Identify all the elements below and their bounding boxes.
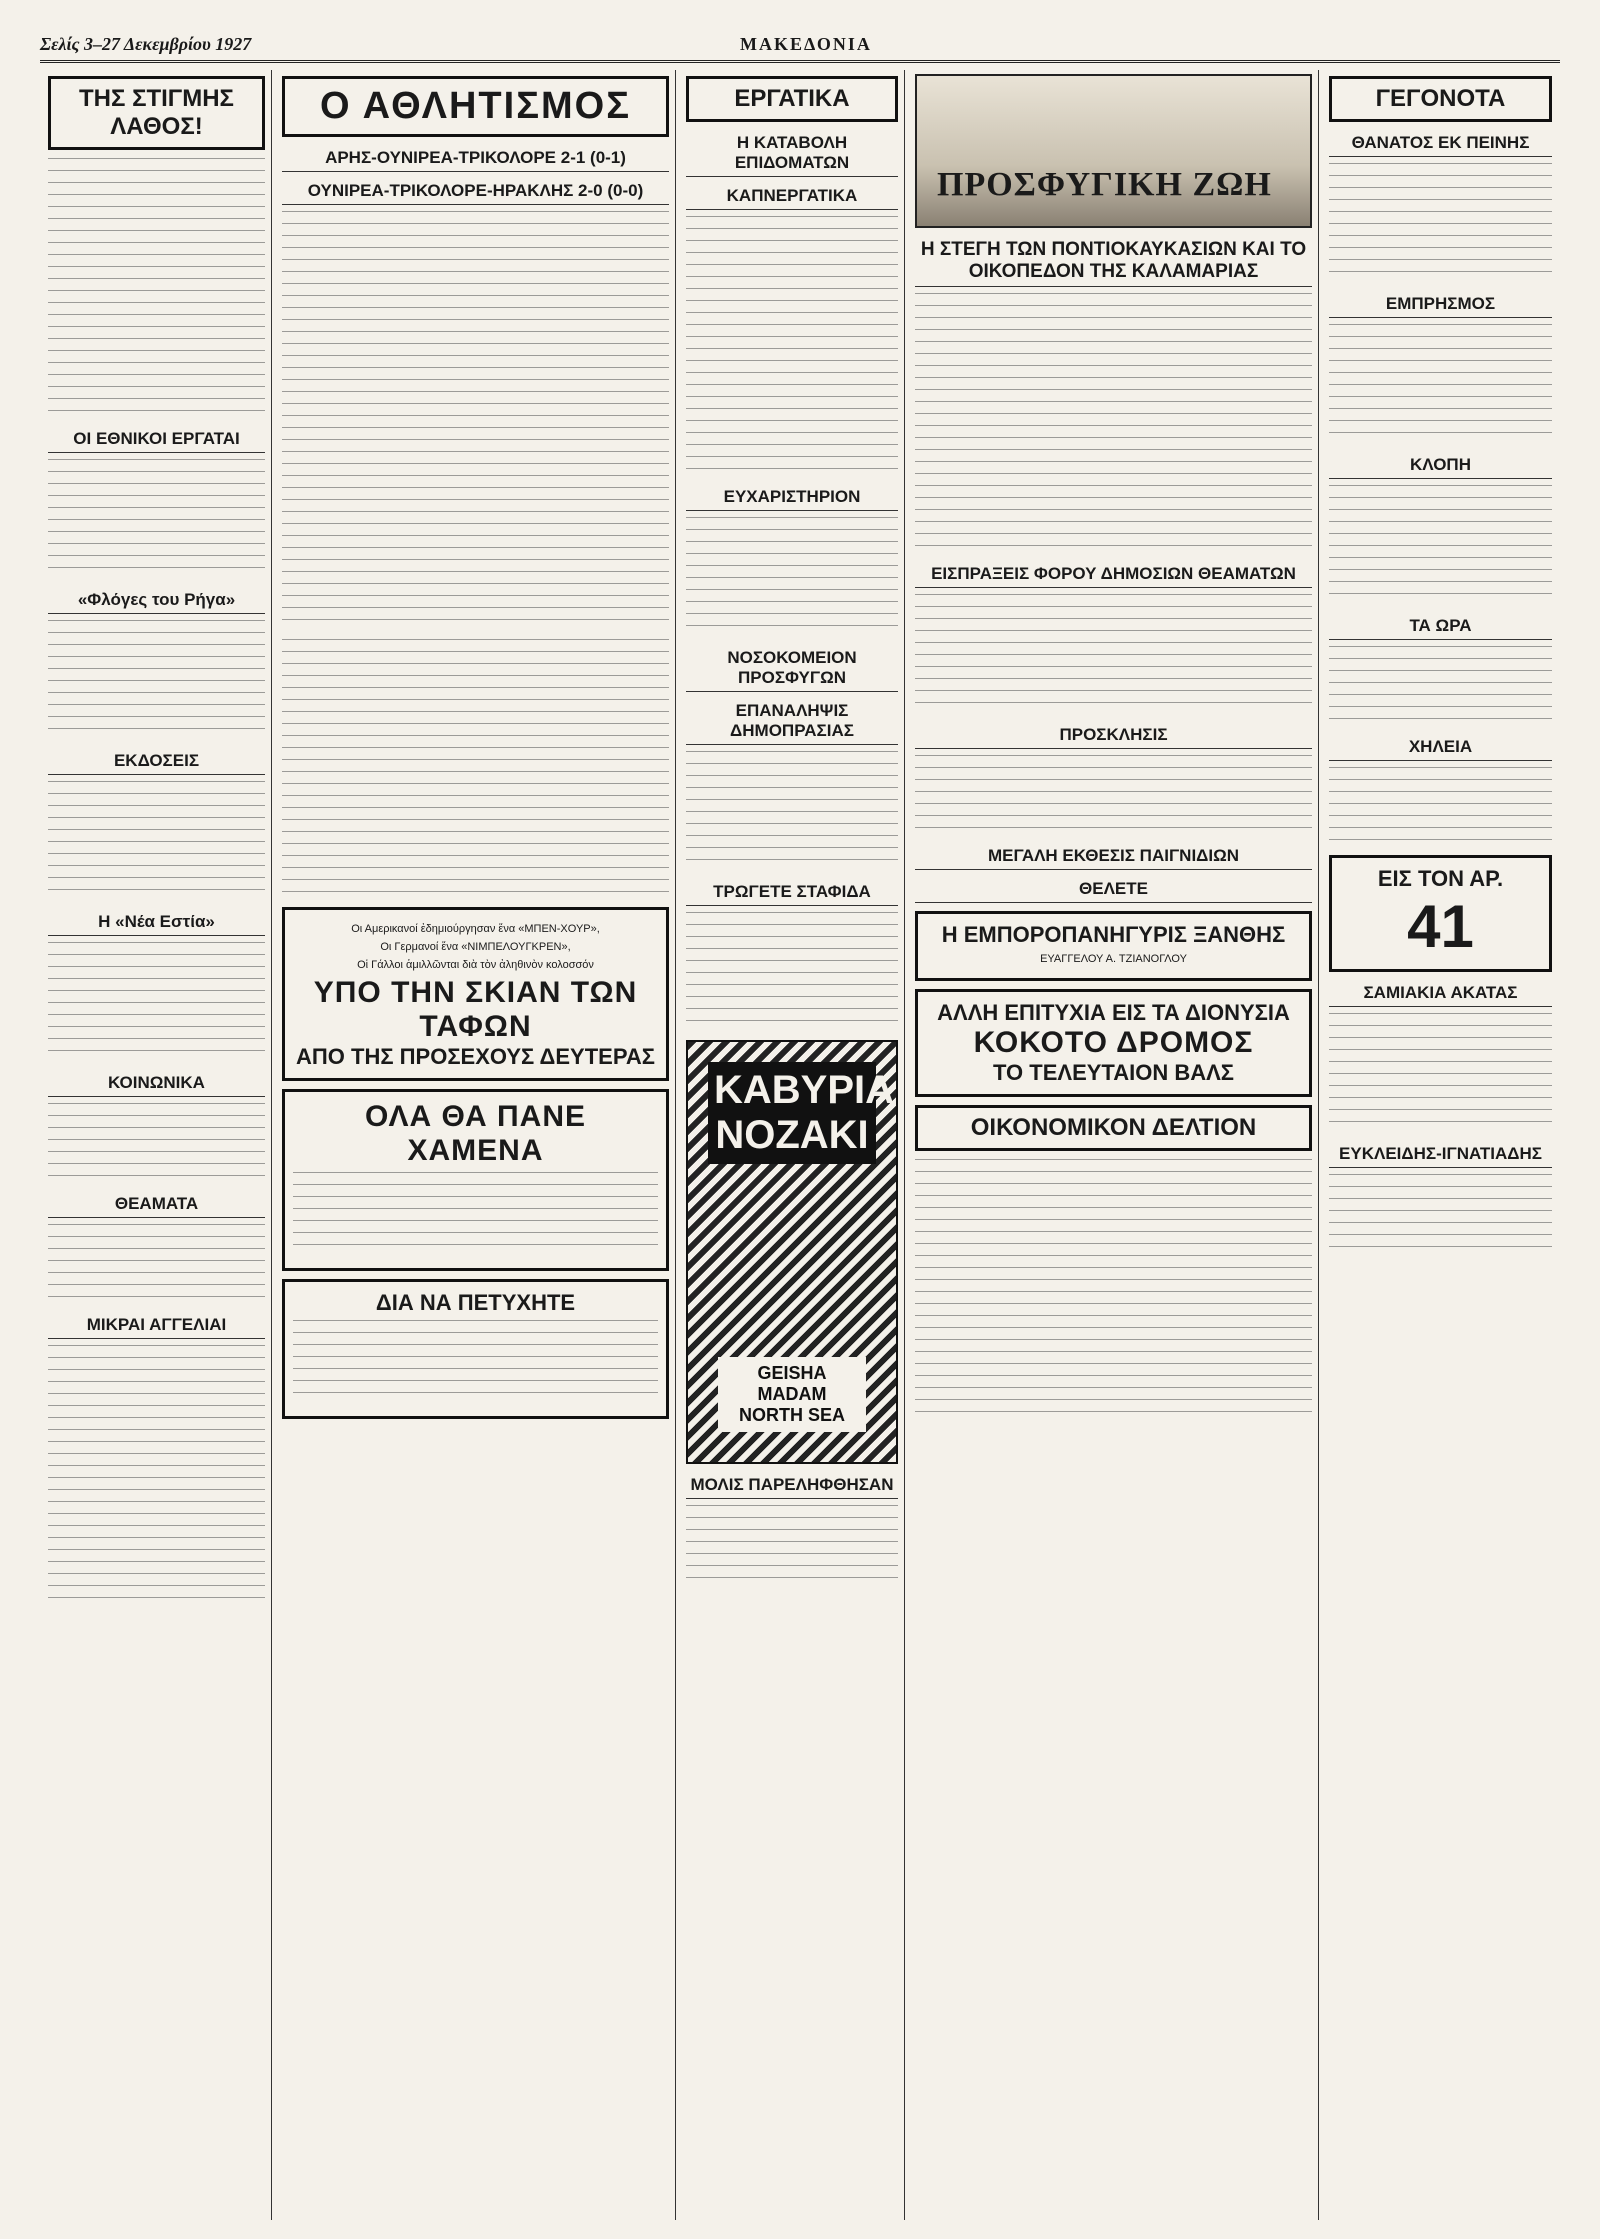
article-text [1329, 163, 1552, 283]
article-text [1329, 1013, 1552, 1133]
article-text [48, 1345, 265, 1605]
ad-text [686, 1505, 898, 1585]
ad-name: ΕΥΑΓΓΕΛΟΥ Α. ΤΖΙΑΝΟΓΛΟΥ [1040, 953, 1187, 965]
column-5 [1323, 70, 1558, 2220]
ad-footer: ΜΟΛΙΣ ΠΑΡΕΛΗΦΘΗΣΑΝ [686, 1472, 898, 1499]
section-heading: ΕΥΧΑΡΙΣΤΗΡΙΟΝ [686, 484, 898, 511]
section-heading: ΕΙΣΠΡΑΞΕΙΣ ΦΟΡΟΥ ΔΗΜΟΣΙΩΝ ΘΕΑΜΑΤΩΝ [915, 561, 1312, 588]
article-text [686, 912, 898, 1032]
column-1 [42, 70, 272, 2220]
section-heading: ΘΕΑΜΑΤΑ [48, 1191, 265, 1218]
main-headline: Η ΣΤΕΓΗ ΤΩΝ ΠΟΝΤΙΟΚΑΥΚΑΣΙΩΝ ΚΑΙ ΤΟ ΟΙΚΟΠΕΔΟΝ ΤΗΣ ΚΑΛΑΜΑΡΙΑΣ [915, 236, 1312, 287]
ad-line: Οἱ Γάλλοι ἁμιλλῶνται διὰ τὸν ἀληθινὸν κολοσσόν [357, 959, 594, 971]
section-heading: ΚΟΙΝΩΝΙΚΑ [48, 1070, 265, 1097]
section-heading: ΚΛΟΠΗ [1329, 452, 1552, 479]
ad-title: ΑΛΛΗ ΕΠΙΤΥΧΙΑ ΕΙΣ ΤΑ ΔΙΟΝΥΣΙΑ [937, 1000, 1290, 1025]
shop-ad [282, 1089, 669, 1271]
article-text [915, 755, 1312, 835]
product-ad [282, 1279, 669, 1419]
sports-title: Ο ΑΘΛΗΤΙΣΜΟΣ [282, 76, 669, 137]
ad-title: ΔΙΑ ΝΑ ΠΕΤΥΧΗΤΕ [375, 1290, 576, 1315]
section-heading: ΕΜΠΡΗΣΜΟΣ [1329, 291, 1552, 318]
ad-text [293, 1172, 658, 1252]
cigarette-ad [686, 1040, 898, 1464]
ad-text [293, 1320, 658, 1400]
box-title: ΕΙΣ ΤΟΝ ΑΡ. [1377, 866, 1504, 891]
section-heading: ΜΕΓΑΛΗ ΕΚΘΕΣΙΣ ΠΑΙΓΝΙΔΙΩΝ [915, 843, 1312, 870]
ad-brand: ΚΑΒΥΡΙΑ ΝΟΖΑΚΙ [708, 1062, 876, 1164]
section-heading: ΧΗΛΕΙΑ [1329, 734, 1552, 761]
section-heading: Η «Νέα Εστία» [48, 909, 265, 936]
article-text [1329, 485, 1552, 605]
ad-title: ΟΛΑ ΘΑ ΠΑΝΕ ΧΑΜΕΝΑ [364, 1100, 587, 1167]
section-heading: ΕΥΚΛΕΙΔΗΣ-ΙΓΝΑΤΙΑΔΗΣ [1329, 1141, 1552, 1168]
film-subtitle: ΤΟ ΤΕΛΕΥΤΑΙΟΝ ΒΑΛΣ [993, 1060, 1234, 1085]
ad-line: Οι Αμερικανοί ἐδημιούργησαν ἕνα «ΜΠΕΝ-ΧΟΥΡ», [351, 923, 600, 935]
match-heading: ΟΥΝΙΡΕΑ-ΤΡΙΚΟΛΟΡΕ-ΗΡΑΚΛΗΣ 2-0 (0-0) [282, 178, 669, 205]
section-heading: ΘΑΝΑΤΟΣ ΕΚ ΠΕΙΝΗΣ [1329, 130, 1552, 157]
economic-bulletin-title: ΟΙΚΟΝΟΜΙΚΟΝ ΔΕΛΤΙΟΝ [915, 1105, 1312, 1151]
section-heading: ΘΕΛΕΤΕ [915, 876, 1312, 903]
article-text [686, 517, 898, 637]
column-4 [909, 70, 1319, 2220]
column-3 [680, 70, 905, 2220]
film-title: ΚΟΚΟΤΟ ΔΡΟΜΟΣ [973, 1026, 1254, 1059]
labour-title: ΕΡΓΑΤΙΚΑ [686, 76, 898, 122]
article-text [915, 594, 1312, 714]
section-heading: Η ΚΑΤΑΒΟΛΗ ΕΠΙΔΟΜΑΤΩΝ [686, 130, 898, 177]
trade-fair-ad [915, 911, 1312, 981]
events-title: ΓΕΓΟΝΟΤΑ [1329, 76, 1552, 122]
article-text [686, 216, 898, 476]
section-heading: ΠΡΟΣΚΛΗΣΙΣ [915, 722, 1312, 749]
article-text [1329, 1174, 1552, 1254]
section-heading: ΤΡΩΓΕΤΕ ΣΤΑΦΙΔΑ [686, 879, 898, 906]
article-text [1329, 324, 1552, 444]
ad-line: Οι Γερμανοί ἕνα «ΝΙΜΠΕΛΟΥΓΚΡΕΝ», [380, 941, 571, 953]
masthead [40, 30, 1560, 63]
section-heading: ΤΑ ΩΡΑ [1329, 613, 1552, 640]
banner-title: ΠΡΟΣΦΥΓΙΚΗ ΖΩΗ [937, 166, 1272, 203]
section-heading: «Φλόγες του Ρήγα» [48, 587, 265, 614]
number-box [1329, 855, 1552, 972]
article-text [282, 211, 669, 631]
column-2 [276, 70, 676, 2220]
box-number: 41 [1407, 893, 1474, 960]
section-heading: ΚΑΠΝΕΡΓΑΤΙΚΑ [686, 183, 898, 210]
article-text [48, 942, 265, 1062]
ad-title: Η ΕΜΠΟΡΟΠΑΝΗΓΥΡΙΣ ΞΑΝΘΗΣ [941, 922, 1286, 947]
cinema-ad [915, 989, 1312, 1097]
article-text [48, 1103, 265, 1183]
article-text [48, 459, 265, 579]
section-heading: ΕΠΑΝΑΛΗΨΙΣ ΔΗΜΟΠΡΑΣΙΑΣ [686, 698, 898, 745]
ad-footer: ΑΠΟ ΤΗΣ ΠΡΟΣΕΧΟΥΣ ΔΕΥΤΕΡΑΣ [296, 1044, 655, 1069]
section-heading: ΕΚΔΟΣΕΙΣ [48, 748, 265, 775]
column-1-title: ΤΗΣ ΣΤΙΓΜΗΣ ΛΑΘΟΣ! [48, 76, 265, 150]
section-heading: ΣΑΜΙΑΚΙΑ ΑΚΑΤΑΣ [1329, 980, 1552, 1007]
match-heading: ΑΡΗΣ-ΟΥΝΙΡΕΑ-ΤΡΙΚΟΛΟΡΕ 2-1 (0-1) [282, 145, 669, 172]
ad-title: ΥΠΟ ΤΗΝ ΣΚΙΑΝ ΤΩΝ ΤΑΦΩΝ [313, 976, 638, 1043]
article-text [282, 639, 669, 899]
article-text [48, 158, 265, 418]
article-text [48, 1224, 265, 1304]
article-text [1329, 767, 1552, 847]
article-text [915, 293, 1312, 553]
film-ad [282, 907, 669, 1081]
section-heading: ΟΙ ΕΘΝΙΚΟΙ ΕΡΓΑΤΑΙ [48, 426, 265, 453]
article-text [1329, 646, 1552, 726]
article-text [686, 751, 898, 871]
refugee-life-banner [915, 74, 1312, 228]
section-heading: ΜΙΚΡΑΙ ΑΓΓΕΛΙΑΙ [48, 1312, 265, 1339]
article-text [915, 1159, 1312, 1419]
ad-tagline: GEISHA MADAM NORTH SEA [718, 1357, 866, 1432]
date-line: Σελίς 3–27 Δεκεμβρίου 1927 [40, 34, 252, 54]
article-text [48, 781, 265, 901]
paper-name: ΜΑΚΕΔΟΝΙΑ [740, 34, 872, 54]
section-heading: ΝΟΣΟΚΟΜΕΙΟΝ ΠΡΟΣΦΥΓΩΝ [686, 645, 898, 692]
article-text [48, 620, 265, 740]
